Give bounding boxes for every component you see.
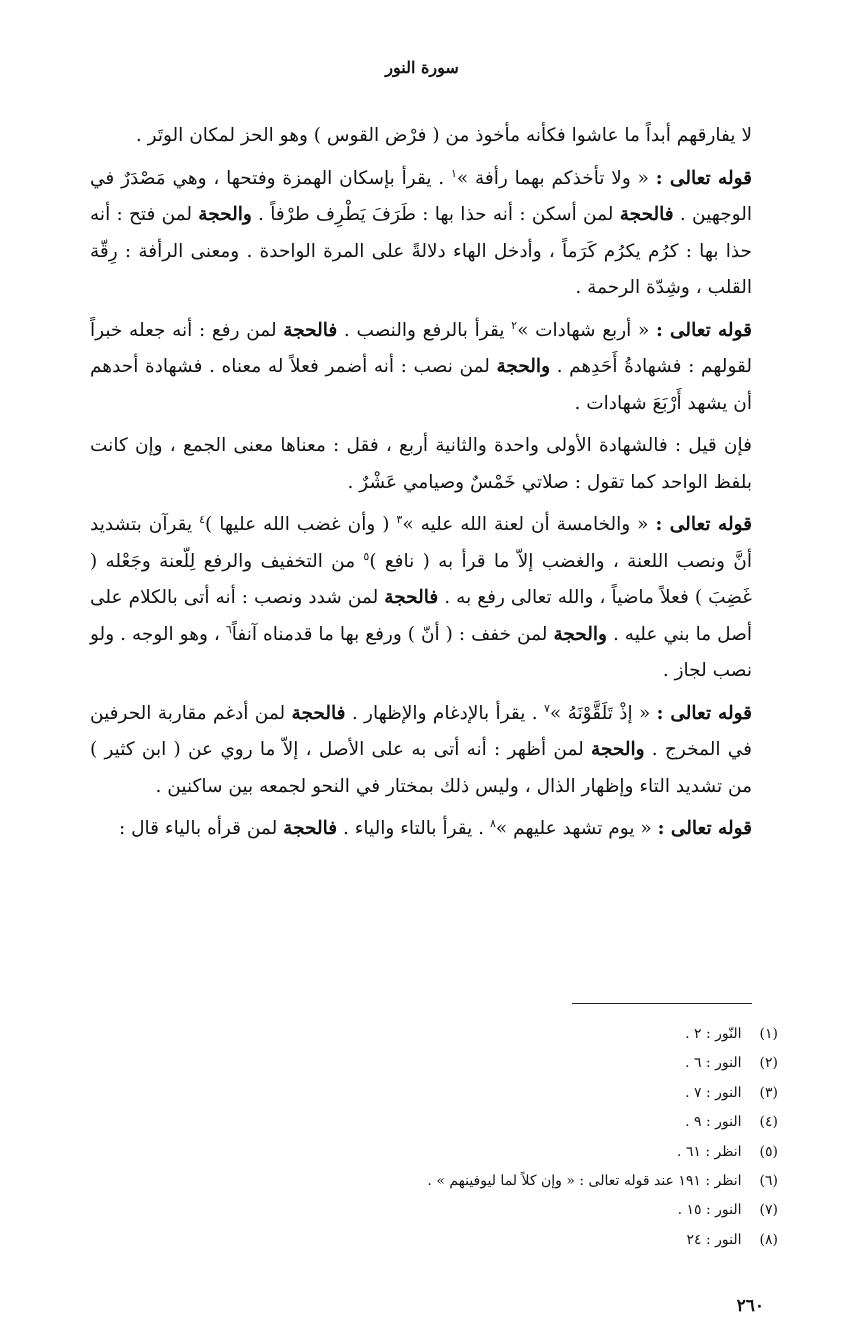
footnote	[78, 1196, 778, 1225]
keyword: فالحجة	[283, 319, 338, 341]
text-run: لمن قرأه بالياء قال :	[118, 818, 284, 839]
text-run: يقرآن بتشديد أنَّ ونصب اللعنة ، والغضب إلاّ ما قرأ به ( نافع )	[90, 514, 752, 572]
footnote-number: (٤)	[759, 1114, 778, 1131]
paragraph	[90, 507, 752, 690]
text-run: لمن أدغم مقاربة الحرفين في المخرج .	[90, 702, 753, 760]
footnote-marker: ٤	[199, 512, 206, 526]
footnote	[78, 1079, 778, 1108]
footnote	[78, 1167, 778, 1196]
keyword: قوله تعالى :	[657, 818, 752, 839]
footnote	[78, 1138, 778, 1167]
text-run: ، وهو الوجه . ولو نصب لجاز .	[90, 623, 752, 681]
text-run: يقرأ بالرفع والنصب .	[337, 319, 512, 341]
keyword: قوله تعالى :	[656, 702, 753, 724]
keyword: قوله تعالى :	[655, 319, 752, 341]
footnote	[78, 1226, 778, 1255]
keyword: فالحجة	[619, 204, 674, 225]
text-run: « ولا تأخذكم بهما رأفة »	[456, 167, 656, 189]
text-run: لا يفارقهم أبداً ما عاشوا فكأنه مأخوذ من ( فرْض القوس ) وهو الحز لمكان الوتَر .	[135, 125, 752, 146]
footnote-number: (٨)	[759, 1231, 778, 1248]
keyword: والحجة	[591, 739, 645, 760]
footnote-marker: ٣	[396, 512, 403, 526]
footnote-marker: ٢	[511, 318, 518, 332]
text-run: لمن شدد ونصب : أنه أتى بالكلام على أصل ما بني عليه .	[90, 587, 752, 645]
text-run: لمن رفع : أنه جعله خبراً لقولهم : فشهادةُ أَحَدِهم .	[90, 319, 752, 377]
page-number: ٢٦٠	[736, 1296, 764, 1316]
footnote-number: (٧)	[759, 1202, 778, 1219]
footnote	[78, 1020, 778, 1049]
main-text	[90, 118, 752, 854]
text-run: ( وأن غضب الله عليها )	[205, 514, 397, 535]
keyword: فالحجة	[384, 587, 439, 608]
running-title: سورة النور	[385, 58, 459, 77]
text-run: . يقرأ بالتاء والياء .	[337, 818, 490, 839]
footnote-number: (٣)	[759, 1084, 778, 1101]
footnote-text: النّور : ٢ .	[685, 1026, 742, 1042]
footnote-marker: ٥	[363, 549, 370, 563]
text-run: « إذْ تَلَقَّوْنَهُ »	[549, 702, 657, 724]
paragraph	[90, 161, 752, 307]
footnote-marker: ٨	[489, 816, 496, 830]
footnote-text: النور : ٩ .	[685, 1114, 742, 1131]
paragraph	[90, 118, 752, 155]
text-run: من التخفيف والرفع لِلّعنة وجَعْله ( غَضِبَ ) فعلاً ماضياً ، والله تعالى رفع به .	[90, 550, 752, 608]
keyword: فالحجة	[283, 818, 338, 839]
paragraph	[90, 696, 752, 806]
footnote-marker: ٧	[544, 701, 550, 715]
keyword: والحجة	[496, 356, 550, 377]
footnote	[78, 1108, 778, 1137]
footnote	[78, 1049, 778, 1078]
paragraph	[90, 313, 752, 423]
footnote-text: النور : ١٥ .	[677, 1202, 742, 1219]
footnote-text: النور : ٢٤	[686, 1231, 742, 1248]
keyword: قوله تعالى :	[655, 514, 752, 535]
keyword: والحجة	[198, 204, 252, 225]
text-run: « يوم تشهد عليهم »	[495, 818, 658, 839]
footnote-text: النور : ٧ .	[685, 1084, 742, 1101]
text-run: . يقرأ بالإدغام والإظهار .	[345, 702, 544, 724]
text-run: لمن خفف : ( أنّ ) ورفع بها ما قدمناه آنفاً	[231, 623, 554, 645]
text-run: لمن أظهر : أنه أتى به على الأصل ، إلاّ ما روي عن ( ابن كثير ) من تشديد التاء وإظهار الذال ، وليس ذلك بمختار في النحو لجمعه بين ساكنين .	[90, 739, 752, 797]
text-run: لمن فتح : أنه حذا بها : كرُم يكرُم كَرَماً ، وأدخل الهاء دلالةً على المرة الواحدة . ومعنى الرأفة : رِقّة القلب ، وشِدّة الرحمة .	[90, 204, 752, 298]
keyword: والحجة	[553, 623, 607, 645]
footnote-separator	[572, 1003, 752, 1004]
footnote-number: (٢)	[759, 1055, 778, 1072]
footnote-number: (١)	[759, 1026, 778, 1042]
text-run: لمن نصب : أنه أضمر فعلاً له معناه . فشهادة أحدهم أن يشهد أَرْبَعَ شهادات .	[90, 356, 752, 414]
keyword: قوله تعالى :	[655, 167, 752, 189]
text-run: « أربع شهادات »	[517, 319, 656, 341]
footnote-number: (٦)	[759, 1173, 778, 1190]
footnote-text: انظر : ٦١ .	[676, 1143, 742, 1160]
keyword: فالحجة	[291, 702, 346, 724]
text-run: فإن قيل : فالشهادة الأولى واحدة والثانية أربع ، فقل : معناها معنى الجمع ، وإن كانت بلفظ الواحد كما تقول : صلاتي خَمْسٌ وصيامي عَشْرٌ .	[90, 435, 752, 493]
footnote-text: انظر : ١٩١ عند قوله تعالى : « وإن كلاً لما ليوفينهم » .	[427, 1173, 742, 1190]
footnote-marker: ١	[450, 166, 457, 180]
footnote-text: النور : ٦ .	[685, 1055, 742, 1072]
text-run: . يقرأ بإسكان الهمزة وفتحها ، وهي مَصْدَرٌ في الوجهين .	[90, 167, 752, 225]
paragraph	[90, 428, 752, 501]
footnote-number: (٥)	[759, 1143, 778, 1160]
paragraph	[90, 811, 752, 848]
footnote-marker: ٦	[225, 622, 232, 636]
footnotes	[78, 1020, 778, 1255]
text-run: « والخامسة أن لعنة الله عليه »	[402, 514, 656, 535]
text-run: لمن أسكن : أنه حذا بها : طَرَفَ يَطْرِف طرْفاً .	[251, 204, 620, 225]
